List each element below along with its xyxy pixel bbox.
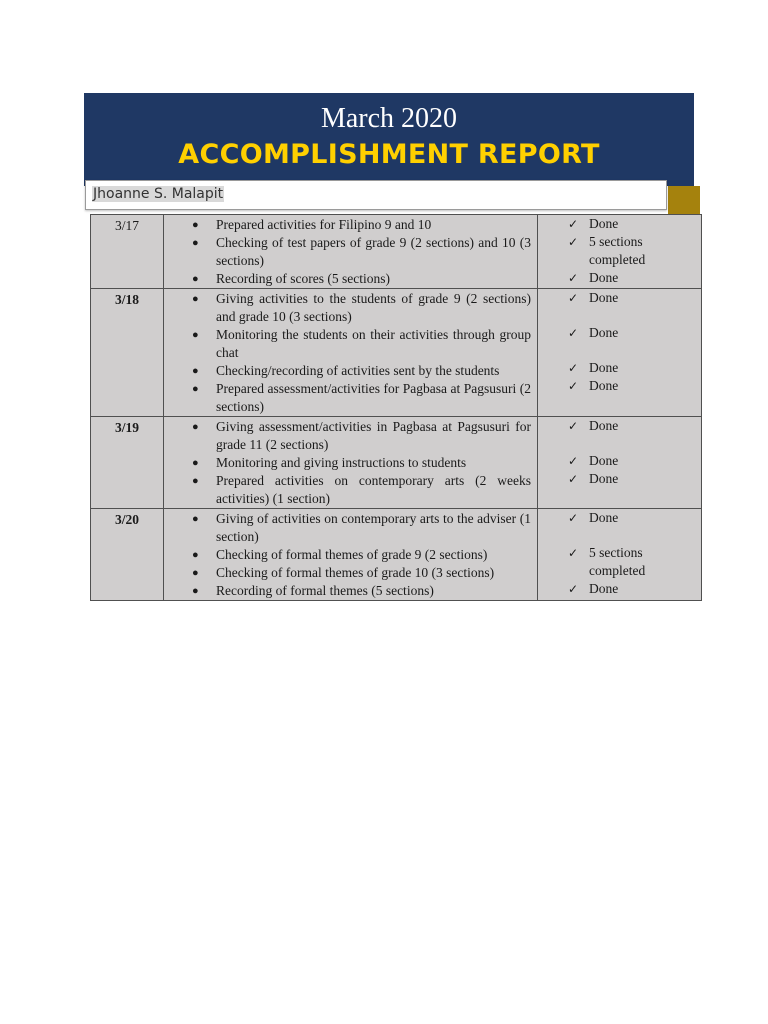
status-item bbox=[538, 470, 701, 488]
status-item bbox=[538, 544, 701, 580]
bullet-icon: ● bbox=[192, 219, 199, 231]
status-text: 5 sections completed bbox=[589, 234, 646, 267]
status-item bbox=[538, 452, 701, 470]
table-row bbox=[91, 509, 702, 601]
date-cell: 3/20 bbox=[91, 509, 164, 601]
activity-text: Recording of formal themes (5 sections) bbox=[216, 583, 434, 598]
bullet-icon: ● bbox=[192, 475, 199, 487]
status-text: Done bbox=[589, 581, 619, 596]
activity-text: Checking of formal themes of grade 9 (2 sections) bbox=[216, 547, 488, 562]
bullet-icon: ● bbox=[192, 237, 199, 249]
status-text: Done bbox=[589, 216, 619, 231]
table-row bbox=[91, 417, 702, 509]
report-banner bbox=[84, 93, 694, 186]
status-text: Done bbox=[589, 325, 619, 340]
status-item bbox=[538, 289, 701, 307]
checkmark-icon: ✓ bbox=[568, 291, 579, 305]
checkmark-icon: ✓ bbox=[568, 379, 579, 393]
status-cell bbox=[538, 289, 702, 417]
activity-item bbox=[164, 454, 531, 472]
accomplishment-table bbox=[90, 214, 702, 601]
status-text: Done bbox=[589, 418, 619, 433]
status-spacer bbox=[538, 342, 701, 359]
bullet-icon: ● bbox=[192, 293, 199, 305]
checkmark-icon: ✓ bbox=[568, 235, 579, 249]
status-text: Done bbox=[589, 290, 619, 305]
date-cell: 3/19 bbox=[91, 417, 164, 509]
status-text: Done bbox=[589, 378, 619, 393]
status-item bbox=[538, 509, 701, 527]
activity-text: Prepared activities on contemporary arts (2 weeks activities) (1 section) bbox=[216, 473, 531, 506]
status-text: Done bbox=[589, 510, 619, 525]
status-item bbox=[538, 233, 701, 269]
bullet-icon: ● bbox=[192, 585, 199, 597]
activity-text: Giving of activities on contemporary arts to the adviser (1 section) bbox=[216, 511, 531, 544]
checkmark-icon: ✓ bbox=[568, 217, 579, 231]
status-spacer bbox=[538, 307, 701, 324]
status-cell bbox=[538, 509, 702, 601]
checkmark-icon: ✓ bbox=[568, 546, 579, 560]
activity-item bbox=[164, 270, 531, 288]
activity-item bbox=[164, 216, 531, 234]
activity-text: Monitoring the students on their activities through group chat bbox=[216, 327, 531, 360]
status-item bbox=[538, 580, 701, 598]
activity-text: Prepared activities for Filipino 9 and 10 bbox=[216, 217, 432, 232]
bullet-icon: ● bbox=[192, 383, 199, 395]
bullet-icon: ● bbox=[192, 273, 199, 285]
table-row bbox=[91, 289, 702, 417]
activity-text: Monitoring and giving instructions to students bbox=[216, 455, 467, 470]
activity-item bbox=[164, 234, 531, 270]
activity-item bbox=[164, 326, 531, 362]
bullet-icon: ● bbox=[192, 513, 199, 525]
report-month: March 2020 bbox=[320, 103, 458, 134]
checkmark-icon: ✓ bbox=[568, 326, 579, 340]
activity-item bbox=[164, 510, 531, 546]
activities-cell bbox=[164, 289, 538, 417]
activity-item bbox=[164, 582, 531, 600]
status-item bbox=[538, 215, 701, 233]
bullet-icon: ● bbox=[192, 329, 199, 341]
bullet-icon: ● bbox=[192, 549, 199, 561]
checkmark-icon: ✓ bbox=[568, 472, 579, 486]
accent-block bbox=[668, 186, 700, 214]
status-cell bbox=[538, 417, 702, 509]
activity-item bbox=[164, 362, 531, 380]
status-text: 5 sections completed bbox=[589, 545, 646, 578]
status-text: Done bbox=[589, 270, 619, 285]
activity-item bbox=[164, 290, 531, 326]
checkmark-icon: ✓ bbox=[568, 582, 579, 596]
status-item bbox=[538, 324, 701, 342]
activity-text: Checking of test papers of grade 9 (2 sections) and 10 (3 sections) bbox=[216, 235, 531, 268]
status-text: Done bbox=[589, 453, 619, 468]
activities-cell bbox=[164, 509, 538, 601]
checkmark-icon: ✓ bbox=[568, 454, 579, 468]
status-item bbox=[538, 359, 701, 377]
bullet-icon: ● bbox=[192, 457, 199, 469]
status-item bbox=[538, 269, 701, 287]
activity-item bbox=[164, 380, 531, 416]
activity-text: Checking of formal themes of grade 10 (3 sections) bbox=[216, 565, 495, 580]
activity-text: Giving assessment/activities in Pagbasa at Pagsusuri for grade 11 (2 sections) bbox=[216, 419, 531, 452]
checkmark-icon: ✓ bbox=[568, 511, 579, 525]
checkmark-icon: ✓ bbox=[568, 419, 579, 433]
checkmark-icon: ✓ bbox=[568, 361, 579, 375]
activity-item bbox=[164, 472, 531, 508]
status-spacer bbox=[538, 435, 701, 452]
activity-text: Checking/recording of activities sent by the students bbox=[216, 363, 500, 378]
status-cell bbox=[538, 215, 702, 289]
table-row bbox=[91, 215, 702, 289]
status-item bbox=[538, 377, 701, 395]
activity-item bbox=[164, 546, 531, 564]
status-text: Done bbox=[589, 471, 619, 486]
activities-cell bbox=[164, 215, 538, 289]
date-cell: 3/18 bbox=[91, 289, 164, 417]
bullet-icon: ● bbox=[192, 567, 199, 579]
checkmark-icon: ✓ bbox=[568, 271, 579, 285]
activity-item bbox=[164, 418, 531, 454]
activity-text: Recording of scores (5 sections) bbox=[216, 271, 390, 286]
date-cell: 3/17 bbox=[91, 215, 164, 289]
activity-text: Prepared assessment/activities for Pagbasa at Pagsusuri (2 sections) bbox=[216, 381, 531, 414]
activity-item bbox=[164, 564, 531, 582]
bullet-icon: ● bbox=[192, 365, 199, 377]
status-item bbox=[538, 417, 701, 435]
status-text: Done bbox=[589, 360, 619, 375]
author-name: Jhoanne S. Malapit bbox=[93, 186, 224, 202]
bullet-icon: ● bbox=[192, 421, 199, 433]
activities-cell bbox=[164, 417, 538, 509]
status-spacer bbox=[538, 527, 701, 544]
activity-text: Giving activities to the students of grade 9 (2 sections) and grade 10 (3 sections) bbox=[216, 291, 531, 324]
name-field bbox=[85, 180, 667, 210]
report-title: ACCOMPLISHMENT REPORT bbox=[178, 139, 600, 170]
